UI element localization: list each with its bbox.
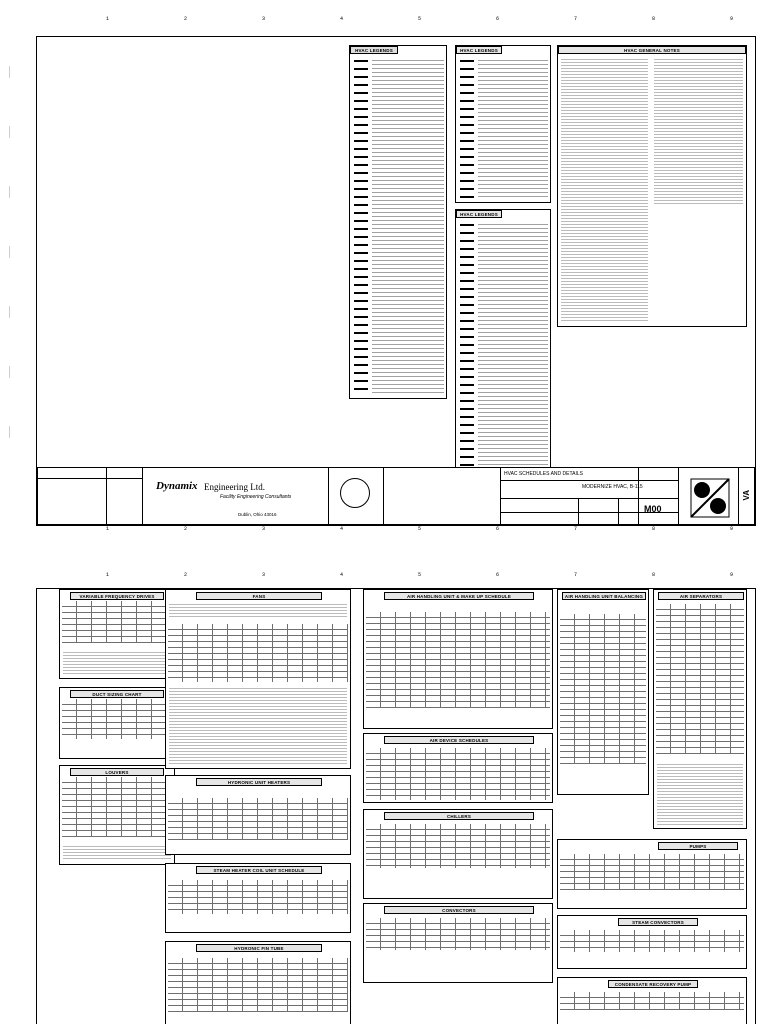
drawing-sheet-2 [0,556,768,1024]
legend-text [372,57,444,396]
ahu-balancing [557,589,649,795]
zone-label: 6 [496,16,500,22]
zone-label: 8 [652,526,656,532]
legend-text [478,221,548,496]
project-label: MODERNIZE HVAC, B-115 [582,484,643,490]
legend-panel-3 [455,209,551,499]
zone-label: 6 [496,572,500,578]
panel-header: AIR SEPARATORS [658,592,744,600]
zone-label: 5 [418,572,422,578]
zone-label: 5 [418,526,422,532]
zone-label: 9 [730,526,734,532]
zone-label: 9 [730,16,734,22]
zone-label: 1 [106,572,110,578]
firm-name: Dynamix [156,480,198,492]
chillers-schedule [363,809,553,899]
va-emblem-icon [690,478,730,518]
legend-symbols [354,57,368,394]
convectors-schedule [363,903,553,983]
title-block [37,467,755,525]
duct-sizing-chart [59,687,175,759]
ahu-schedule [363,589,553,729]
panel-header: HVAC LEGENDS [456,210,502,218]
zone-label: 2 [184,572,188,578]
panel-header: HVAC LEGENDS [350,46,398,54]
steam-convectors [557,915,747,969]
zone-label: 7 [574,572,578,578]
zone-label: 8 [652,572,656,578]
panel-header: LOUVERS [70,768,164,776]
hydronic-fin-tube [165,941,351,1024]
steam-heater-schedule [165,863,351,933]
zone-label: 4 [340,526,344,532]
fans-schedule [165,589,351,769]
air-device-schedules [363,733,553,803]
left-revision-strip: ——— ——— ——— ——— ——— ——— ——— [6,66,11,438]
zone-label: 2 [184,16,188,22]
pumps-schedule [557,839,747,909]
sheet-title: HVAC SCHEDULES AND DETAILS [504,471,584,477]
hydronic-unit-heaters [165,775,351,855]
panel-header: STEAM CONVECTORS [618,918,698,926]
notes-column-2 [654,57,743,206]
zone-label: 3 [262,16,266,22]
air-separators [653,589,747,829]
panel-header: AIR DEVICE SCHEDULES [384,736,534,744]
firm-suffix: Engineering Ltd. [204,482,265,492]
panel-header: DUCT SIZING CHART [70,690,164,698]
zone-label: 6 [496,526,500,532]
zone-label: 5 [418,16,422,22]
general-notes-panel [557,45,747,327]
zone-label: 1 [106,526,110,532]
panel-header: VARIABLE FREQUENCY DRIVES [70,592,164,600]
firm-city: Dublin, Ohio 43016 [238,512,277,517]
panel-header: PUMPS [658,842,738,850]
condensate-pump [557,977,747,1024]
panel-header: HVAC GENERAL NOTES [558,46,746,54]
zone-ruler-bottom [36,526,756,536]
drawing-frame [36,588,756,1024]
zone-label: 2 [184,526,188,532]
zone-label: 8 [652,16,656,22]
panel-header: CONDENSATE RECOVERY PUMP [608,980,698,988]
drawing-number: M00 [644,504,662,514]
legend-text [478,57,548,200]
zone-label: 4 [340,572,344,578]
zone-label: 7 [574,16,578,22]
panel-header: FANS [196,592,322,600]
panel-header: HYDRONIC UNIT HEATERS [196,778,322,786]
zone-ruler-top [36,572,756,582]
legend-symbols [460,57,474,198]
legend-symbols [460,221,474,494]
panel-header: CONVECTORS [384,906,534,914]
panel-header: HVAC LEGENDS [456,46,502,54]
zone-label: 3 [262,526,266,532]
legend-panel-1 [349,45,447,399]
drawing-frame [36,36,756,526]
louvers-schedule [59,765,175,865]
panel-header: AIR HANDLING UNIT BALANCING [562,592,646,600]
professional-seal [340,478,370,508]
agency-mark: VA [742,490,751,501]
zone-label: 1 [106,16,110,22]
panel-header: AIR HANDLING UNIT & MAKE UP SCHEDULE [384,592,534,600]
zone-label: 4 [340,16,344,22]
zone-label: 3 [262,572,266,578]
panel-header: CHILLERS [384,812,534,820]
legend-panel-2 [455,45,551,203]
vfd-schedule [59,589,175,679]
panel-header: HYDRONIC FIN TUBE [196,944,322,952]
firm-tagline: Facility Engineering Consultants [220,494,292,500]
panel-header: STEAM HEATER COIL UNIT SCHEDULE [196,866,322,874]
zone-label: 9 [730,572,734,578]
zone-label: 7 [574,526,578,532]
left-revision-strip [6,592,32,1022]
notes-column-1 [561,57,648,323]
zone-ruler-top [36,16,756,26]
